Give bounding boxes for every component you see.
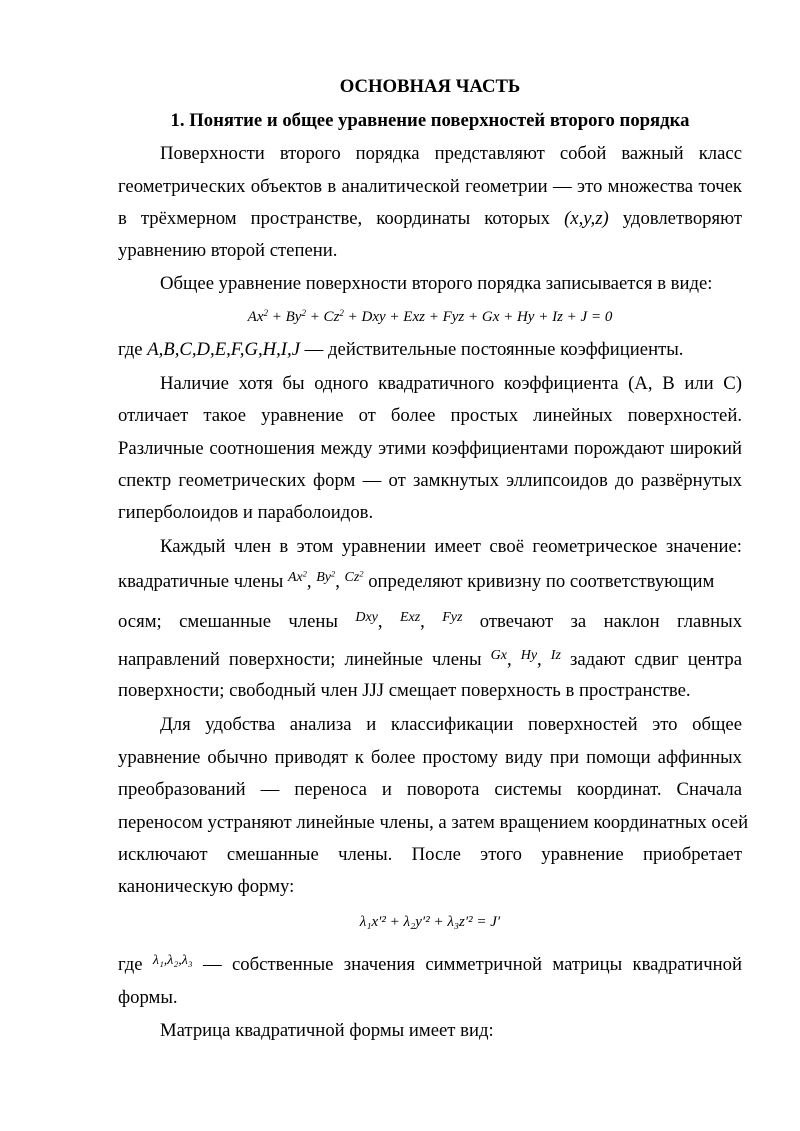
- math-span: A,B,C,D,E,F,G,H,I,J: [147, 339, 300, 360]
- paragraph-line: поверхности; свободный член JJJ смещает поверхность в пространстве.: [118, 680, 691, 701]
- paragraph-line: геометрических объектов в аналитической геометрии — это множества точек: [118, 176, 742, 197]
- paragraph-line: Матрица квадратичной формы имеет вид:: [160, 1020, 494, 1041]
- paragraph-line: уравнение обычно приводят к более простому виду при помощи аффинных: [118, 747, 742, 768]
- math-group: $^{Gx}$, $^{Hy}$, $^{Iz}$: [490, 648, 561, 670]
- paragraph-line: отличает такое уравнение от более простых линейных поверхностей.: [118, 405, 742, 426]
- general-equation: [118, 305, 742, 329]
- paragraph-line: гиперболоидов и параболоидов.: [118, 502, 374, 523]
- paragraph-line: квадратичные члены $^{Ax^2}$, $^{By^2}$, $^{Cz^2}$ определяют кривизну по соответствующим: [118, 569, 715, 592]
- text-span: — действительные постоянные коэффициенты.: [304, 339, 684, 360]
- paragraph-line: Различные соотношения между этими коэффициентами порождают широкий: [118, 438, 742, 459]
- math-span: λ₁,λ₂,λ₃: [152, 953, 193, 968]
- text-span: направлений поверхности; линейные члены: [118, 649, 482, 670]
- paragraph-line: переносом устраняют линейные члены, а затем вращением координатных осей: [118, 812, 749, 833]
- section-title: 1. Понятие и общее уравнение поверхностей второго порядка: [170, 110, 690, 131]
- paragraph-line: уравнению второй степени.: [118, 240, 338, 261]
- text-span: определяют кривизну по соответствующим: [368, 571, 715, 592]
- exponent: 2: [301, 308, 306, 319]
- paragraph-line: формы.: [118, 987, 178, 1008]
- paragraph-line: [118, 610, 742, 636]
- paragraph-line: Поверхности второго порядка представляют собой важный класс: [160, 143, 742, 164]
- paragraph-line: спектр геометрических форм — от замкнутых эллипсоидов до развёрнутых: [118, 470, 742, 491]
- math-span: + Cz: [305, 309, 340, 325]
- math-span: + By: [267, 309, 302, 325]
- paragraph-line: [118, 207, 742, 231]
- canonical-equation: λ₁x′² + λ₂y′² + λ₃z′² = J′: [359, 914, 501, 930]
- text-span: квадратичные члены: [118, 571, 284, 592]
- text-span: в трёхмерном пространстве, координаты которых: [118, 208, 551, 229]
- math-span: Ax2: [287, 569, 307, 585]
- paragraph-line: преобразований — переноса и поворота системы координат. Сначала: [118, 779, 742, 800]
- paragraph-line: Наличие хотя бы одного квадратичного коэффициента (A, B или C): [160, 373, 742, 394]
- paragraph-line: Общее уравнение поверхности второго порядка записывается в виде:: [160, 273, 713, 294]
- text-span: где: [118, 339, 143, 360]
- text-span: — собственные значения симметричной матрицы квадратичной: [203, 954, 743, 975]
- math-span: + Dxy + Exz + Fyz + Gx + Hy + Iz + J = 0: [343, 309, 613, 325]
- math-span: Cz2: [344, 569, 364, 585]
- paragraph-line: [118, 648, 742, 674]
- exponent: 2: [263, 308, 268, 319]
- paragraph-line: Для удобства анализа и классификации поверхностей это общее: [160, 714, 742, 735]
- math-group: $^{Dxy}$, $^{Exz}$, $^{Fyz}$: [355, 610, 463, 632]
- math-span: (x,y,z): [564, 208, 609, 229]
- paragraph-line: каноническую форму:: [118, 876, 295, 897]
- text-span: отвечают за наклон главных: [479, 611, 743, 632]
- paragraph-line: [118, 338, 742, 362]
- page-heading: ОСНОВНАЯ ЧАСТЬ: [339, 76, 521, 97]
- paragraph-line: [118, 953, 742, 979]
- text-span: удовлетворяют: [622, 208, 743, 229]
- text-span: осям; смешанные члены: [118, 611, 338, 632]
- exponent: 2: [339, 308, 344, 319]
- text-span: задают сдвиг центра: [569, 649, 743, 670]
- paragraph-line: исключают смешанные члены. После этого уравнение приобретает: [118, 844, 742, 865]
- math-span: By2: [316, 569, 336, 585]
- math-span: Ax: [247, 309, 264, 325]
- paragraph-line: Каждый член в этом уравнении имеет своё геометрическое значение:: [160, 536, 742, 557]
- text-span: где: [118, 954, 143, 975]
